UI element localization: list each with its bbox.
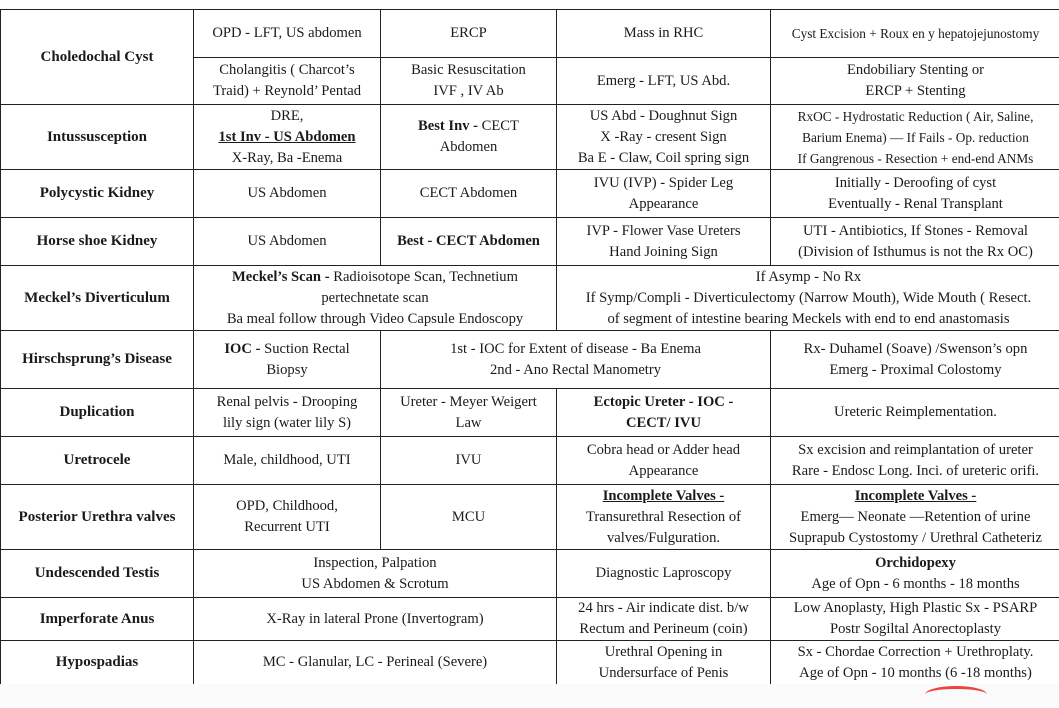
table-cell: IOC - Suction Rectal Biopsy: [194, 331, 381, 389]
disease-name: Hirschsprung’s Disease: [1, 331, 194, 389]
table-cell: 24 hrs - Air indicate dist. b/w Rectum and Perineum (coin): [557, 598, 771, 641]
table-cell: Cholangitis ( Charcot’s Traid) + Reynold’ Pentad: [194, 58, 381, 105]
table-cell: Incomplete Valves - Transurethral Resection of valves/Fulguration.: [557, 485, 771, 550]
disease-name: Choledochal Cyst: [1, 10, 194, 105]
table-cell: 1st - IOC for Extent of disease - Ba Enema 2nd - Ano Rectal Manometry: [381, 331, 771, 389]
table-row: [1, 105, 1059, 170]
table-cell: Best Inv - CECT Abdomen: [381, 105, 557, 170]
table-row: [1, 437, 1059, 485]
table-cell: Rx- Duhamel (Soave) /Swenson’s opn Emerg - Proximal Colostomy: [771, 331, 1059, 389]
table-cell: OPD - LFT, US abdomen: [194, 10, 381, 58]
disease-name: Hypospadias: [1, 641, 194, 685]
table-row: [1, 218, 1059, 266]
table-cell: IVP - Flower Vase Ureters Hand Joining Sign: [557, 218, 771, 266]
table-cell: Incomplete Valves - Emerg— Neonate —Retention of urine Suprapub Cystostomy / Urethral Catheteriz: [771, 485, 1059, 550]
table-row: [1, 170, 1059, 218]
table-row: [1, 10, 1059, 58]
table-cell: Urethral Opening in Undersurface of Penis: [557, 641, 771, 685]
table-cell: IVU (IVP) - Spider Leg Appearance: [557, 170, 771, 218]
disease-name: Duplication: [1, 389, 194, 437]
disease-name: Imperforate Anus: [1, 598, 194, 641]
disease-name: Polycystic Kidney: [1, 170, 194, 218]
table-row: [1, 389, 1059, 437]
disease-name: Horse shoe Kidney: [1, 218, 194, 266]
table-cell: Male, childhood, UTI: [194, 437, 381, 485]
table-cell: Meckel’s Scan - Radioisotope Scan, Technetium pertechnetate scan Ba meal follow through Video Capsule Endoscopy: [194, 266, 557, 331]
table-cell: DRE, 1st Inv - US Abdomen X-Ray, Ba -Enema: [194, 105, 381, 170]
table-row: [1, 331, 1059, 389]
table-cell: Low Anoplasty, High Plastic Sx - PSARP Postr Sogiltal Anorectoplasty: [771, 598, 1059, 641]
table-cell: Mass in RHC: [557, 10, 771, 58]
table-cell: US Abd - Doughnut Sign X -Ray - cresent Sign Ba E - Claw, Coil spring sign: [557, 105, 771, 170]
table-row: [1, 598, 1059, 641]
table-cell: Ureteric Reimplementation.: [771, 389, 1059, 437]
table-cell: MC - Glanular, LC - Perineal (Severe): [194, 641, 557, 685]
table-row: [1, 641, 1059, 685]
table-cell: Sx excision and reimplantation of ureter Rare - Endosc Long. Inci. of ureteric orifi.: [771, 437, 1059, 485]
table-cell: Inspection, Palpation US Abdomen & Scrotum: [194, 550, 557, 598]
table-cell: US Abdomen: [194, 170, 381, 218]
disease-name: Intussusception: [1, 105, 194, 170]
table-cell: Ureter - Meyer Weigert Law: [381, 389, 557, 437]
table-cell: Cyst Excision + Roux en y hepatojejunostomy: [771, 10, 1059, 58]
table-cell: ERCP: [381, 10, 557, 58]
table-row: [1, 550, 1059, 598]
disease-name: Meckel’s Diverticulum: [1, 266, 194, 331]
table-cell: Orchidopexy Age of Opn - 6 months - 18 months: [771, 550, 1059, 598]
table-cell: RxOC - Hydrostatic Reduction ( Air, Saline, Barium Enema) — If Fails - Op. reduction If Gangrenous - Resection + end-end ANMs: [771, 105, 1059, 170]
table-cell: US Abdomen: [194, 218, 381, 266]
disease-name: Posterior Urethra valves: [1, 485, 194, 550]
table-cell: MCU: [381, 485, 557, 550]
table-cell: Initially - Deroofing of cyst Eventually - Renal Transplant: [771, 170, 1059, 218]
table-cell: Best - CECT Abdomen: [381, 218, 557, 266]
table-cell: UTI - Antibiotics, If Stones - Removal (Division of Isthumus is not the Rx OC): [771, 218, 1059, 266]
table-cell: Sx - Chordae Correction + Urethroplaty. Age of Opn - 10 months (6 -18 months): [771, 641, 1059, 685]
table-cell: Cobra head or Adder head Appearance: [557, 437, 771, 485]
table-row: [1, 266, 1059, 331]
table-cell: Emerg - LFT, US Abd.: [557, 58, 771, 105]
table-cell: OPD, Childhood, Recurrent UTI: [194, 485, 381, 550]
table-cell: Diagnostic Laproscopy: [557, 550, 771, 598]
disease-name: Uretrocele: [1, 437, 194, 485]
table-cell: IVU: [381, 437, 557, 485]
disease-name: Undescended Testis: [1, 550, 194, 598]
table-cell: X-Ray in lateral Prone (Invertogram): [194, 598, 557, 641]
table-cell: Basic Resuscitation IVF , IV Ab: [381, 58, 557, 105]
red-arc-mark: [925, 686, 987, 703]
table-cell: Renal pelvis - Drooping lily sign (water lily S): [194, 389, 381, 437]
table-cell: If Asymp - No Rx If Symp/Compli - Diverticulectomy (Narrow Mouth), Wide Mouth ( Resect. of segment of intestine bearing Meckels with end to end anastomasis: [557, 266, 1059, 331]
disease-table: [0, 9, 1059, 685]
table-cell: Endobiliary Stenting or ERCP + Stenting: [771, 58, 1059, 105]
table-row: [1, 485, 1059, 550]
table-cell: CECT Abdomen: [381, 170, 557, 218]
page-bottom-margin: [0, 684, 1059, 708]
table-cell: Ectopic Ureter - IOC - CECT/ IVU: [557, 389, 771, 437]
